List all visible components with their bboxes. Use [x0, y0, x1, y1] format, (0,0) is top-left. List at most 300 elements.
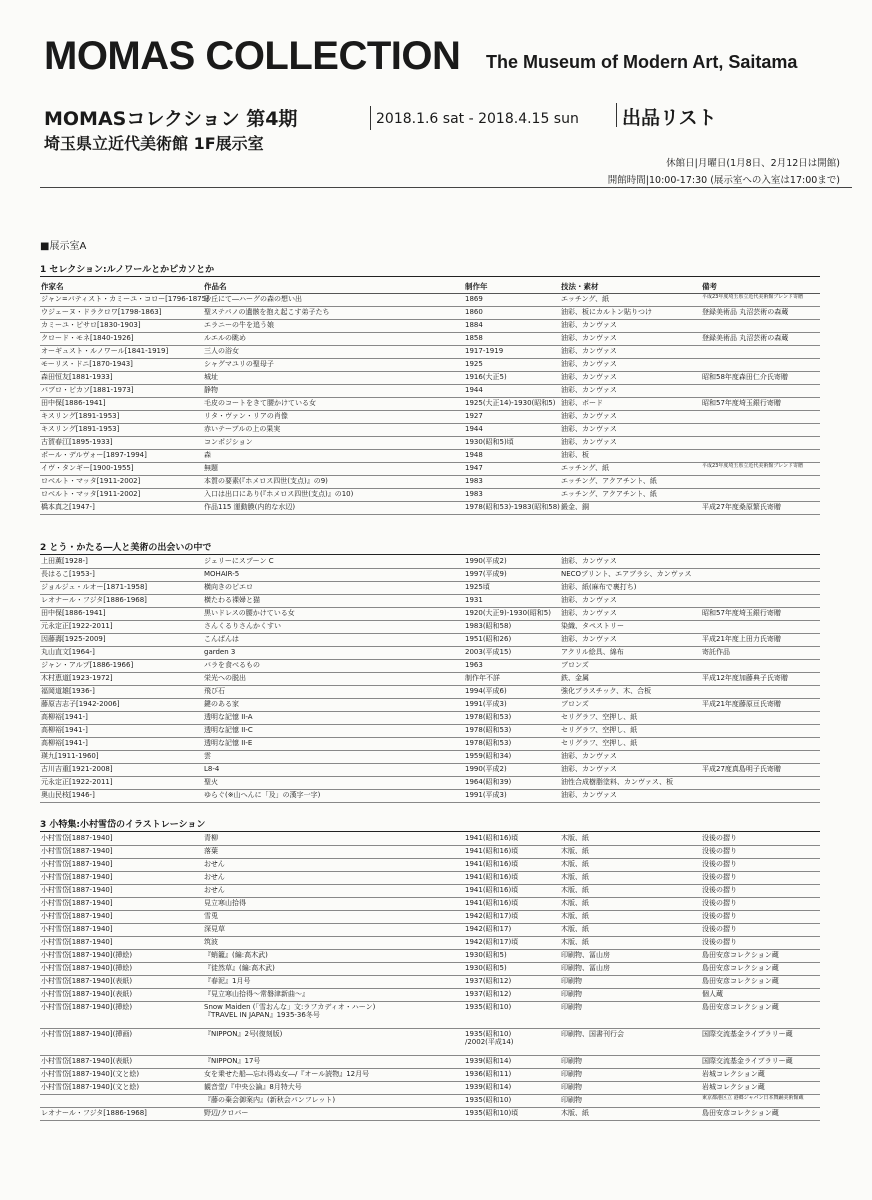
table-cell: 1935(昭和10): [465, 1096, 512, 1104]
table-cell: モーリス・ドニ[1870-1943]: [41, 360, 133, 368]
table-cell: エッチング、紙: [561, 464, 610, 472]
table-cell: 1942(昭和17): [465, 925, 512, 933]
table-row-divider: [40, 975, 820, 976]
table-cell: 小村雪岱[1887-1940]: [41, 860, 113, 868]
table-cell: 島田安彦コレクション蔵: [702, 1109, 779, 1117]
table-row-divider: [40, 698, 820, 699]
table-cell: 油彩、カンヴァス: [561, 360, 617, 368]
table-cell: 制作年不詳: [465, 674, 500, 682]
table-cell: 田中保[1886-1941]: [41, 399, 106, 407]
table-cell: おせん: [204, 860, 225, 868]
table-cell: 油彩、カンヴァス: [561, 386, 617, 394]
table-row-divider: [40, 449, 820, 450]
table-cell: 1941(昭和16)頃: [465, 899, 519, 907]
table-cell: ジョルジュ・ルオー[1871-1958]: [41, 583, 148, 591]
table-cell: セリグラフ、空押し、紙: [561, 713, 638, 721]
table-cell: 1884: [465, 321, 483, 329]
table-row-divider: [40, 776, 820, 777]
table-cell: 元永定正[1922-2011]: [41, 622, 113, 630]
table-cell: 油彩、カンヴァス: [561, 596, 617, 604]
table-cell: 油彩、カンヴァス: [561, 752, 617, 760]
table-row-divider: [40, 423, 820, 424]
table-cell: エッチング、アクアチント、紙: [561, 477, 657, 485]
table-cell: カミーユ・ピサロ[1830-1903]: [41, 321, 141, 329]
table-cell: クロード・モネ[1840-1926]: [41, 334, 134, 342]
table-row-divider: [40, 936, 820, 937]
table-row-divider: [40, 789, 820, 790]
table-cell: 東京都港区立 港郷ジャパン日本舞踊美術館蔵: [702, 1095, 804, 1101]
table-cell: 油彩、カンヴァス: [561, 425, 617, 433]
column-header: 作家名: [41, 282, 64, 291]
table-cell: 古川吉重[1921-2008]: [41, 765, 113, 773]
table-cell: 1937(昭和12): [465, 977, 512, 985]
table-row-divider: [40, 501, 820, 502]
table-cell: 赤いテーブルの上の果実: [204, 425, 281, 433]
table-cell: 2003(平成15): [465, 648, 512, 656]
table-cell: さんくるりさんかくすい: [204, 622, 281, 630]
table-cell: Snow Maiden (「雪おんな」文:ラフカディオ・ハーン) 『TRAVEL IN JAPAN』1935-36冬号: [204, 1003, 376, 1020]
table-cell: 本質の要素(『ホメロス四世(支点)』の9): [204, 477, 328, 485]
table-cell: シャグマユリの聖母子: [204, 360, 274, 368]
table-cell: 藤原吉志子[1942-2006]: [41, 700, 120, 708]
table-cell: 高柳裕[1941-]: [41, 713, 88, 721]
table-cell: 『藤の棄会御案内』(新秋会パンフレット): [204, 1096, 336, 1104]
table-cell: 没後の摺り: [702, 860, 737, 868]
table-cell: 深見草: [204, 925, 225, 933]
table-cell: 1925(大正14)-1930(昭和5): [465, 399, 556, 407]
table-cell: 1948: [465, 451, 483, 459]
table-cell: 島田安彦コレクション蔵: [702, 964, 779, 972]
table-row-divider: [40, 345, 820, 346]
table-cell: 1941(昭和16)頃: [465, 886, 519, 894]
table-cell: 油彩、カンヴァス: [561, 321, 617, 329]
table-cell: 油彩、カンヴァス: [561, 438, 617, 446]
table-cell: 筑波: [204, 938, 218, 946]
table-cell: 1951(昭和26): [465, 635, 512, 643]
list-title: 出品リスト: [622, 103, 717, 130]
table-cell: 1944: [465, 386, 483, 394]
table-cell: 小村雪岱[1887-1940]: [41, 847, 113, 855]
table-cell: 没後の摺り: [702, 912, 737, 920]
table-cell: 1990(平成2): [465, 765, 507, 773]
section-rule: [40, 554, 820, 555]
table-cell: 『NIPPON』2号(復刻版): [204, 1030, 283, 1038]
table-cell: 因藤壽[1925-2009]: [41, 635, 106, 643]
table-cell: 印刷物: [561, 990, 582, 998]
table-cell: ロベルト・マッタ[1911-2002]: [41, 477, 141, 485]
table-cell: 木版、紙: [561, 847, 589, 855]
table-cell: 島田安彦コレクション蔵: [702, 977, 779, 985]
table-cell: おせん: [204, 873, 225, 881]
table-cell: 木版、紙: [561, 886, 589, 894]
table-cell: 小村雪岱[1887-1940]: [41, 925, 113, 933]
table-cell: 1939(昭和14): [465, 1083, 512, 1091]
table-cell: 野辺/クロバー: [204, 1109, 249, 1117]
exhibition-period-title: MOMASコレクション 第4期: [44, 108, 298, 130]
table-row-divider: [40, 871, 820, 872]
table-cell: バラを食べるもの: [204, 661, 260, 669]
table-cell: 飛び石: [204, 687, 225, 695]
table-row-divider: [40, 1107, 820, 1108]
table-cell: 1991(平成3): [465, 791, 507, 799]
table-cell: ゆらぐ(※山へんに「及」の漢字一字): [204, 791, 321, 799]
table-cell: 没後の摺り: [702, 938, 737, 946]
museum-name: The Museum of Modern Art, Saitama: [486, 52, 798, 72]
table-cell: リタ・ヴァン・リアの肖像: [204, 412, 288, 420]
table-cell: 長はるこ[1953-]: [41, 570, 95, 578]
table-cell: ルエルの眺め: [204, 334, 246, 342]
venue: 埼玉県立近代美術館 1F展示室: [44, 134, 264, 153]
table-cell: 小村雪岱[1887-1940](挿絵): [41, 964, 133, 972]
header-divider: [40, 187, 852, 188]
table-row-divider: [40, 672, 820, 673]
table-cell: 鍵のある家: [204, 700, 239, 708]
table-row-divider: [40, 910, 820, 911]
table-cell: 1941(昭和16)頃: [465, 834, 519, 842]
table-cell: 平成27度真島明子氏寄贈: [702, 765, 781, 773]
table-cell: 岩城コレクション蔵: [702, 1083, 765, 1091]
table-cell: 1858: [465, 334, 483, 342]
table-row-divider: [40, 620, 820, 621]
table-row-divider: [40, 962, 820, 963]
table-cell: 印刷物: [561, 1083, 582, 1091]
table-cell: 1983(昭和58): [465, 622, 512, 630]
table-cell: 静物: [204, 386, 218, 394]
table-cell: 古賀春江[1895-1933]: [41, 438, 113, 446]
table-cell: 小村雪岱[1887-1940](文と絵): [41, 1070, 140, 1078]
table-cell: 1942(昭和17)頃: [465, 938, 519, 946]
table-cell: 黒いドレスの腰かけている女: [204, 609, 295, 617]
table-cell: アクリル絵具、綿布: [561, 648, 624, 656]
table-cell: ウジェーヌ・ドラクロワ[1798-1863]: [41, 308, 162, 316]
table-cell: 1983: [465, 490, 483, 498]
table-cell: 鍛金、銅: [561, 503, 589, 511]
table-cell: 青柳: [204, 834, 218, 842]
table-cell: 1916(大正5): [465, 373, 507, 381]
table-cell: 瑛九[1911-1960]: [41, 752, 99, 760]
column-header: 制作年: [465, 282, 488, 291]
table-row-divider: [40, 371, 820, 372]
table-row-divider: [40, 594, 820, 595]
table-cell: ポール・デルヴォー[1897-1994]: [41, 451, 147, 459]
table-cell: 高柳裕[1941-]: [41, 739, 88, 747]
table-cell: イヴ・タンギー[1900-1955]: [41, 464, 134, 472]
table-cell: 平成21年度上田力氏寄贈: [702, 635, 781, 643]
table-row-divider: [40, 1001, 820, 1002]
table-cell: 高柳裕[1941-]: [41, 726, 88, 734]
table-cell: 1930(昭和5): [465, 964, 507, 972]
table-cell: MOHAIR-5: [204, 570, 240, 578]
table-cell: 油彩、ボード: [561, 399, 603, 407]
table-cell: オーギュスト・ルノワール[1841-1919]: [41, 347, 169, 355]
table-row-divider: [40, 897, 820, 898]
table-cell: レオナール・フジタ[1886-1968]: [41, 596, 147, 604]
table-cell: 1978(昭和53): [465, 726, 512, 734]
table-row-divider: [40, 845, 820, 846]
table-cell: 1931: [465, 596, 483, 604]
table-cell: 聖火: [204, 778, 218, 786]
table-cell: 1860: [465, 308, 483, 316]
table-row-divider: [40, 436, 820, 437]
table-cell: こんばんは: [204, 635, 239, 643]
table-cell: 1930(昭和5)頃: [465, 438, 514, 446]
table-cell: 小村雪岱[1887-1940]: [41, 834, 113, 842]
table-row-divider: [40, 384, 820, 385]
table-cell: 没後の摺り: [702, 847, 737, 855]
table-cell: 個人蔵: [702, 990, 723, 998]
table-cell: 透明な記憶 II-C: [204, 726, 253, 734]
section-title: 2 とう・かたる―人と美術の出会いの中で: [40, 543, 212, 553]
table-row-divider: [40, 763, 820, 764]
section-rule: [40, 276, 820, 277]
table-cell: 油彩、カンヴァス: [561, 373, 617, 381]
table-cell: 小村雪岱[1887-1940](挿絵): [41, 951, 133, 959]
table-cell: 国際交流基金ライブラリー蔵: [702, 1030, 793, 1038]
table-cell: 島田安彦コレクション蔵: [702, 951, 779, 959]
table-cell: 透明な記憶 II-A: [204, 713, 253, 721]
table-cell: 木版、紙: [561, 925, 589, 933]
table-cell: 1983: [465, 477, 483, 485]
table-row-divider: [40, 358, 820, 359]
table-cell: 横向きのピエロ: [204, 583, 253, 591]
table-cell: 小村雪岱[1887-1940](挿画): [41, 1030, 133, 1038]
table-cell: 1944: [465, 425, 483, 433]
table-cell: 木版、紙: [561, 899, 589, 907]
table-row-divider: [40, 607, 820, 608]
table-cell: 1925: [465, 360, 483, 368]
table-cell: 木版、紙: [561, 834, 589, 842]
table-cell: 城址: [204, 373, 218, 381]
table-row-divider: [40, 711, 820, 712]
table-cell: 1935(昭和10)頃: [465, 1109, 519, 1117]
table-cell: garden 3: [204, 648, 236, 656]
table-cell: 平成23年度埼玉県立近代美術館ブレンド寄贈: [702, 294, 804, 300]
table-cell: 1997(平成9): [465, 570, 507, 578]
table-cell: ブロンズ: [561, 700, 589, 708]
table-cell: 落葉: [204, 847, 218, 855]
table-cell: 1937(昭和12): [465, 990, 512, 998]
table-cell: ブロンズ: [561, 661, 589, 669]
section-rule: [40, 831, 820, 832]
table-cell: 1930(昭和5): [465, 951, 507, 959]
section-title: 3 小特集:小村雪岱のイラストレーション: [40, 820, 206, 830]
table-cell: 1941(昭和16)頃: [465, 873, 519, 881]
table-cell: 小村雪岱[1887-1940](文と絵): [41, 1083, 140, 1091]
table-cell: 没後の摺り: [702, 834, 737, 842]
table-cell: 小村雪岱[1887-1940](表紙): [41, 977, 133, 985]
table-cell: 没後の摺り: [702, 886, 737, 894]
table-cell: 栄光への脱出: [204, 674, 246, 682]
table-cell: 作品115 運動膜(内的な水辺): [204, 503, 296, 511]
table-cell: 1927: [465, 412, 483, 420]
table-row-divider: [40, 646, 820, 647]
column-header: 備考: [702, 282, 717, 291]
table-cell: 雪兎: [204, 912, 218, 920]
table-cell: 『春泥』1月号: [204, 977, 251, 985]
table-cell: 小村雪岱[1887-1940]: [41, 886, 113, 894]
table-row-divider: [40, 488, 820, 489]
table-row-divider: [40, 923, 820, 924]
table-row-divider: [40, 475, 820, 476]
table-row-divider: [40, 581, 820, 582]
table-cell: 印刷物: [561, 977, 582, 985]
column-header: 技法・素材: [561, 282, 599, 291]
table-cell: 奥山民枝[1946-]: [41, 791, 95, 799]
table-cell: 1942(昭和17)頃: [465, 912, 519, 920]
table-cell: ロベルト・マッタ[1911-2002]: [41, 490, 141, 498]
table-row-divider: [40, 306, 820, 307]
table-cell: 1925頃: [465, 583, 490, 591]
table-cell: 登録美術品 丸沼芸術の森蔵: [702, 334, 789, 342]
table-cell: 平成23年度埼玉県立近代美術館ブレンド寄贈: [702, 463, 804, 469]
table-cell: 1978(昭和53): [465, 739, 512, 747]
table-cell: 森: [204, 451, 211, 459]
table-cell: 没後の摺り: [702, 925, 737, 933]
table-cell: 雲: [204, 752, 211, 760]
table-cell: 横たわる裸婦と猫: [204, 596, 260, 604]
table-cell: 橋本真之[1947-]: [41, 503, 95, 511]
table-row-divider: [40, 988, 820, 989]
table-cell: レオナール・フジタ[1886-1968]: [41, 1109, 147, 1117]
table-cell: 小村雪岱[1887-1940](表紙): [41, 990, 133, 998]
table-cell: 観音堂/『中央公論』8月特大号: [204, 1083, 302, 1091]
table-cell: 印刷物: [561, 1070, 582, 1078]
table-row-divider: [40, 1028, 820, 1029]
table-cell: 女を乗せた船―忘れ得ぬ女―/『オール読物』12月号: [204, 1070, 370, 1078]
table-cell: 印刷物、冨山房: [561, 964, 610, 972]
table-row-divider: [40, 858, 820, 859]
table-cell: 木版、紙: [561, 873, 589, 881]
table-cell: キスリング[1891-1953]: [41, 412, 120, 420]
table-cell: 1920(大正9)-1930(昭和5): [465, 609, 551, 617]
table-row-divider: [40, 332, 820, 333]
table-cell: 1935(昭和10) /2002(平成14): [465, 1030, 514, 1047]
table-cell: 昭和58年度森田仁介氏寄贈: [702, 373, 788, 381]
table-cell: 印刷物: [561, 1057, 582, 1065]
table-cell: 岩城コレクション蔵: [702, 1070, 765, 1078]
table-cell: 1990(平成2): [465, 557, 507, 565]
table-cell: 聖ステパノの遺骸を抱え起こす弟子たち: [204, 308, 330, 316]
room-label: ■展示室A: [40, 241, 87, 252]
table-cell: 鉄、金属: [561, 674, 589, 682]
table-cell: 元永定正[1922-2011]: [41, 778, 113, 786]
table-cell: 油彩、カンヴァス: [561, 635, 617, 643]
table-cell: 無題: [204, 464, 218, 472]
table-cell: NECOプリント、エアブラシ、カンヴァス: [561, 570, 692, 578]
table-cell: 油彩、カンヴァス: [561, 765, 617, 773]
table-cell: 油彩、カンヴァス: [561, 791, 617, 799]
table-cell: 油彩、カンヴァス: [561, 347, 617, 355]
table-cell: 1935(昭和10): [465, 1003, 512, 1011]
table-cell: 田中保[1886-1941]: [41, 609, 106, 617]
table-cell: パブロ・ピカソ[1881-1973]: [41, 386, 134, 394]
table-cell: 福岡道雄[1936-]: [41, 687, 95, 695]
table-cell: L8-4: [204, 765, 220, 773]
table-cell: 小村雪岱[1887-1940](挿絵): [41, 1003, 133, 1011]
table-row-divider: [40, 750, 820, 751]
table-cell: 木版、紙: [561, 938, 589, 946]
table-cell: おせん: [204, 886, 225, 894]
exhibition-dates: 2018.1.6 sat - 2018.4.15 sun: [376, 111, 579, 127]
table-cell: セリグラフ、空押し、紙: [561, 726, 638, 734]
table-cell: 平成21年度藤原亘氏寄贈: [702, 700, 781, 708]
table-row-divider: [40, 514, 820, 515]
table-cell: エッチング、紙: [561, 295, 610, 303]
closed-days: 休館日|月曜日(1月8日、2月12日は開館): [666, 158, 840, 169]
table-cell: 没後の摺り: [702, 899, 737, 907]
table-cell: 上田薫[1928-]: [41, 557, 88, 565]
table-cell: 没後の摺り: [702, 873, 737, 881]
table-cell: ジャン・アルプ[1886-1966]: [41, 661, 134, 669]
column-header: 作品名: [204, 282, 227, 291]
table-cell: 油彩、紙(麻布で裏打ち): [561, 583, 637, 591]
table-cell: 平成27年度桑原繁氏寄贈: [702, 503, 781, 511]
table-cell: 木版、紙: [561, 912, 589, 920]
table-row-divider: [40, 1068, 820, 1069]
table-cell: 油彩、カンヴァス: [561, 609, 617, 617]
table-cell: 国際交流基金ライブラリー蔵: [702, 1057, 793, 1065]
table-cell: 『見立寒山拾得〜常磐津新曲〜』: [204, 990, 309, 998]
table-cell: 登録美術品 丸沼芸術の森蔵: [702, 308, 789, 316]
table-cell: 1991(平成3): [465, 700, 507, 708]
table-cell: セリグラフ、空押し、紙: [561, 739, 638, 747]
table-cell: 1869: [465, 295, 483, 303]
table-cell: 毛皮のコートをきて腰かけている女: [204, 399, 316, 407]
table-cell: 寄託作品: [702, 648, 730, 656]
table-cell: 木村恵道[1923-1972]: [41, 674, 113, 682]
table-cell: 昭和57年度埼玉銀行寄贈: [702, 399, 781, 407]
table-cell: コンポジション: [204, 438, 253, 446]
table-cell: 砂丘にて―ハーグの森の想い出: [204, 295, 302, 303]
table-cell: 印刷物: [561, 1003, 582, 1011]
table-cell: 油性合成樹脂塗料、カンヴァス、板: [561, 778, 674, 786]
table-row-divider: [40, 659, 820, 660]
table-cell: 『NIPPON』17号: [204, 1057, 261, 1065]
table-cell: 油彩、板: [561, 451, 589, 459]
table-cell: 1994(平成6): [465, 687, 507, 695]
table-cell: 1941(昭和16)頃: [465, 860, 519, 868]
table-row-divider: [40, 884, 820, 885]
table-cell: 『徒然草』(編:高木武): [204, 964, 275, 972]
table-cell: 1941(昭和16)頃: [465, 847, 519, 855]
table-cell: 1947: [465, 464, 483, 472]
table-cell: 印刷物、国書刊行会: [561, 1030, 624, 1038]
table-cell: 1936(昭和11): [465, 1070, 512, 1078]
table-row-divider: [40, 319, 820, 320]
table-cell: 印刷物、冨山房: [561, 951, 610, 959]
table-cell: エッチング、アクアチント、紙: [561, 490, 657, 498]
table-row-divider: [40, 949, 820, 950]
table-row-divider: [40, 685, 820, 686]
table-cell: 油彩、カンヴァス: [561, 557, 617, 565]
table-row-divider: [40, 410, 820, 411]
table-cell: 小村雪岱[1887-1940](表紙): [41, 1057, 133, 1065]
table-cell: 見立寒山拾得: [204, 899, 246, 907]
table-cell: 1917-1919: [465, 347, 504, 355]
table-cell: 強化プラスチック、木、合板: [561, 687, 652, 695]
table-cell: 1959(昭和34): [465, 752, 512, 760]
table-row-divider: [40, 633, 820, 634]
table-row-divider: [40, 1055, 820, 1056]
table-cell: キスリング[1891-1953]: [41, 425, 120, 433]
table-cell: 『蛸籠』(編:高木武): [204, 951, 268, 959]
table-row-divider: [40, 1120, 820, 1121]
table-cell: 1964(昭和39): [465, 778, 512, 786]
table-cell: 昭和57年度埼玉銀行寄贈: [702, 609, 781, 617]
table-cell: 木版、紙: [561, 860, 589, 868]
table-cell: ジャン=バティスト・カミーユ・コロー[1796-1875]: [41, 295, 209, 303]
table-cell: 森田恒友[1881-1933]: [41, 373, 113, 381]
